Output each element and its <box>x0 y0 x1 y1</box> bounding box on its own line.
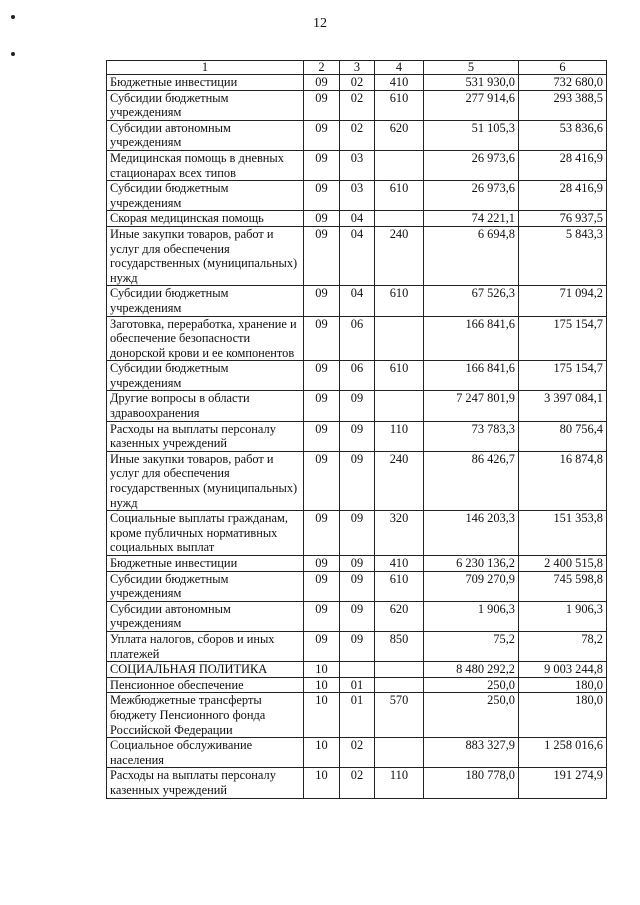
amount-col-5: 74 221,1 <box>424 211 519 227</box>
subsection-code: 01 <box>340 693 375 738</box>
subsection-code: 01 <box>340 677 375 693</box>
table-row <box>107 571 607 601</box>
amount-col-6: 180,0 <box>519 677 607 693</box>
amount-col-5: 6 694,8 <box>424 226 519 285</box>
table-body <box>107 75 607 799</box>
row-name: Уплата налогов, сборов и иных платежей <box>107 631 304 661</box>
subsection-code: 09 <box>340 421 375 451</box>
amount-col-6: 175 154,7 <box>519 361 607 391</box>
row-name: Расходы на выплаты персоналу казенных учреждений <box>107 768 304 798</box>
table-row <box>107 316 607 361</box>
row-name: Субсидии бюджетным учреждениям <box>107 181 304 211</box>
subsection-code: 06 <box>340 316 375 361</box>
amount-col-5: 6 230 136,2 <box>424 556 519 572</box>
section-code: 09 <box>304 571 340 601</box>
row-name: Пенсионное обеспечение <box>107 677 304 693</box>
section-code: 10 <box>304 768 340 798</box>
expense-type-code: 240 <box>375 226 424 285</box>
expense-type-code: 610 <box>375 90 424 120</box>
subsection-code: 04 <box>340 211 375 227</box>
row-name: Скорая медицинская помощь <box>107 211 304 227</box>
amount-col-5: 277 914,6 <box>424 90 519 120</box>
amount-col-6: 745 598,8 <box>519 571 607 601</box>
amount-col-6: 28 416,9 <box>519 150 607 180</box>
section-code: 09 <box>304 451 340 510</box>
expense-type-code <box>375 150 424 180</box>
expense-type-code: 850 <box>375 631 424 661</box>
row-name: СОЦИАЛЬНАЯ ПОЛИТИКА <box>107 662 304 678</box>
amount-col-5: 7 247 801,9 <box>424 391 519 421</box>
section-code: 09 <box>304 421 340 451</box>
subsection-code: 09 <box>340 631 375 661</box>
table-row <box>107 361 607 391</box>
row-name: Субсидии бюджетным учреждениям <box>107 90 304 120</box>
amount-col-5: 883 327,9 <box>424 738 519 768</box>
section-code: 10 <box>304 662 340 678</box>
row-name: Иные закупки товаров, работ и услуг для обеспечения государственных (муниципальных) нужд <box>107 226 304 285</box>
expense-type-code: 570 <box>375 693 424 738</box>
table-row <box>107 421 607 451</box>
row-name: Иные закупки товаров, работ и услуг для обеспечения государственных (муниципальных) нужд <box>107 451 304 510</box>
amount-col-5: 8 480 292,2 <box>424 662 519 678</box>
amount-col-5: 26 973,6 <box>424 181 519 211</box>
subsection-code: 09 <box>340 511 375 556</box>
amount-col-5: 146 203,3 <box>424 511 519 556</box>
amount-col-6: 80 756,4 <box>519 421 607 451</box>
table-header-row <box>107 61 607 75</box>
header-col-1: 1 <box>107 61 304 75</box>
amount-col-5: 166 841,6 <box>424 361 519 391</box>
section-code: 09 <box>304 211 340 227</box>
subsection-code: 03 <box>340 150 375 180</box>
expense-type-code: 410 <box>375 75 424 91</box>
expense-type-code <box>375 738 424 768</box>
amount-col-6: 53 836,6 <box>519 120 607 150</box>
amount-col-6: 1 258 016,6 <box>519 738 607 768</box>
row-name: Расходы на выплаты персоналу казенных учреждений <box>107 421 304 451</box>
expense-type-code: 610 <box>375 286 424 316</box>
row-name: Другие вопросы в области здравоохранения <box>107 391 304 421</box>
section-code: 09 <box>304 511 340 556</box>
section-code: 09 <box>304 90 340 120</box>
section-code: 09 <box>304 361 340 391</box>
amount-col-5: 180 778,0 <box>424 768 519 798</box>
subsection-code <box>340 662 375 678</box>
header-col-4: 4 <box>375 61 424 75</box>
section-code: 09 <box>304 150 340 180</box>
expense-type-code: 240 <box>375 451 424 510</box>
expense-type-code: 620 <box>375 601 424 631</box>
subsection-code: 02 <box>340 738 375 768</box>
header-col-5: 5 <box>424 61 519 75</box>
subsection-code: 09 <box>340 601 375 631</box>
header-col-3: 3 <box>340 61 375 75</box>
amount-col-6: 1 906,3 <box>519 601 607 631</box>
subsection-code: 02 <box>340 768 375 798</box>
section-code: 10 <box>304 693 340 738</box>
header-col-6: 6 <box>519 61 607 75</box>
row-name: Социальное обслуживание населения <box>107 738 304 768</box>
amount-col-5: 73 783,3 <box>424 421 519 451</box>
amount-col-6: 78,2 <box>519 631 607 661</box>
table-row <box>107 451 607 510</box>
row-name: Субсидии бюджетным учреждениям <box>107 361 304 391</box>
table-row <box>107 286 607 316</box>
table-row <box>107 391 607 421</box>
amount-col-6: 5 843,3 <box>519 226 607 285</box>
table-row <box>107 120 607 150</box>
subsection-code: 02 <box>340 90 375 120</box>
section-code: 09 <box>304 391 340 421</box>
expense-type-code: 110 <box>375 421 424 451</box>
amount-col-6: 28 416,9 <box>519 181 607 211</box>
margin-dot-lower <box>11 52 15 56</box>
header-col-2: 2 <box>304 61 340 75</box>
table-row <box>107 601 607 631</box>
amount-col-5: 709 270,9 <box>424 571 519 601</box>
amount-col-6: 9 003 244,8 <box>519 662 607 678</box>
section-code: 09 <box>304 631 340 661</box>
row-name: Заготовка, переработка, хранение и обеспечение безопасности донорской крови и ее компонентов <box>107 316 304 361</box>
expense-type-code <box>375 391 424 421</box>
amount-col-6: 175 154,7 <box>519 316 607 361</box>
expense-type-code: 110 <box>375 768 424 798</box>
subsection-code: 04 <box>340 286 375 316</box>
row-name: Медицинская помощь в дневных стационарах всех типов <box>107 150 304 180</box>
table-row <box>107 150 607 180</box>
amount-col-6: 151 353,8 <box>519 511 607 556</box>
row-name: Социальные выплаты гражданам, кроме публичных нормативных социальных выплат <box>107 511 304 556</box>
subsection-code: 09 <box>340 391 375 421</box>
expense-type-code <box>375 662 424 678</box>
amount-col-5: 250,0 <box>424 677 519 693</box>
table-row <box>107 768 607 798</box>
amount-col-6: 2 400 515,8 <box>519 556 607 572</box>
section-code: 09 <box>304 556 340 572</box>
amount-col-5: 67 526,3 <box>424 286 519 316</box>
expense-type-code: 610 <box>375 571 424 601</box>
subsection-code: 02 <box>340 120 375 150</box>
section-code: 10 <box>304 677 340 693</box>
amount-col-6: 732 680,0 <box>519 75 607 91</box>
row-name: Межбюджетные трансферты бюджету Пенсионного фонда Российской Федерации <box>107 693 304 738</box>
amount-col-5: 1 906,3 <box>424 601 519 631</box>
amount-col-5: 75,2 <box>424 631 519 661</box>
amount-col-6: 180,0 <box>519 693 607 738</box>
amount-col-6: 191 274,9 <box>519 768 607 798</box>
table-row <box>107 511 607 556</box>
expense-type-code: 410 <box>375 556 424 572</box>
row-name: Субсидии бюджетным учреждениям <box>107 286 304 316</box>
table-row <box>107 662 607 678</box>
amount-col-6: 3 397 084,1 <box>519 391 607 421</box>
table-row <box>107 181 607 211</box>
expense-type-code <box>375 211 424 227</box>
expense-type-code: 620 <box>375 120 424 150</box>
section-code: 10 <box>304 738 340 768</box>
expense-type-code <box>375 316 424 361</box>
section-code: 09 <box>304 316 340 361</box>
amount-col-5: 86 426,7 <box>424 451 519 510</box>
amount-col-6: 16 874,8 <box>519 451 607 510</box>
amount-col-5: 250,0 <box>424 693 519 738</box>
section-code: 09 <box>304 120 340 150</box>
amount-col-5: 26 973,6 <box>424 150 519 180</box>
row-name: Бюджетные инвестиции <box>107 556 304 572</box>
section-code: 09 <box>304 75 340 91</box>
subsection-code: 09 <box>340 451 375 510</box>
table-row <box>107 75 607 91</box>
table-row <box>107 738 607 768</box>
amount-col-5: 166 841,6 <box>424 316 519 361</box>
row-name: Бюджетные инвестиции <box>107 75 304 91</box>
page-number: 12 <box>313 16 327 31</box>
table-row <box>107 211 607 227</box>
expense-type-code: 610 <box>375 181 424 211</box>
table-row <box>107 677 607 693</box>
budget-table <box>106 60 607 799</box>
subsection-code: 09 <box>340 571 375 601</box>
subsection-code: 02 <box>340 75 375 91</box>
section-code: 09 <box>304 226 340 285</box>
section-code: 09 <box>304 601 340 631</box>
expense-type-code: 320 <box>375 511 424 556</box>
table-row <box>107 90 607 120</box>
row-name: Субсидии автономным учреждениям <box>107 120 304 150</box>
subsection-code: 09 <box>340 556 375 572</box>
expense-type-code: 610 <box>375 361 424 391</box>
amount-col-6: 71 094,2 <box>519 286 607 316</box>
subsection-code: 03 <box>340 181 375 211</box>
table-row <box>107 226 607 285</box>
row-name: Субсидии бюджетным учреждениям <box>107 571 304 601</box>
expense-type-code <box>375 677 424 693</box>
amount-col-5: 51 105,3 <box>424 120 519 150</box>
amount-col-6: 76 937,5 <box>519 211 607 227</box>
section-code: 09 <box>304 286 340 316</box>
row-name: Субсидии автономным учреждениям <box>107 601 304 631</box>
amount-col-6: 293 388,5 <box>519 90 607 120</box>
subsection-code: 06 <box>340 361 375 391</box>
section-code: 09 <box>304 181 340 211</box>
table-row <box>107 556 607 572</box>
table-row <box>107 631 607 661</box>
table-row <box>107 693 607 738</box>
subsection-code: 04 <box>340 226 375 285</box>
amount-col-5: 531 930,0 <box>424 75 519 91</box>
